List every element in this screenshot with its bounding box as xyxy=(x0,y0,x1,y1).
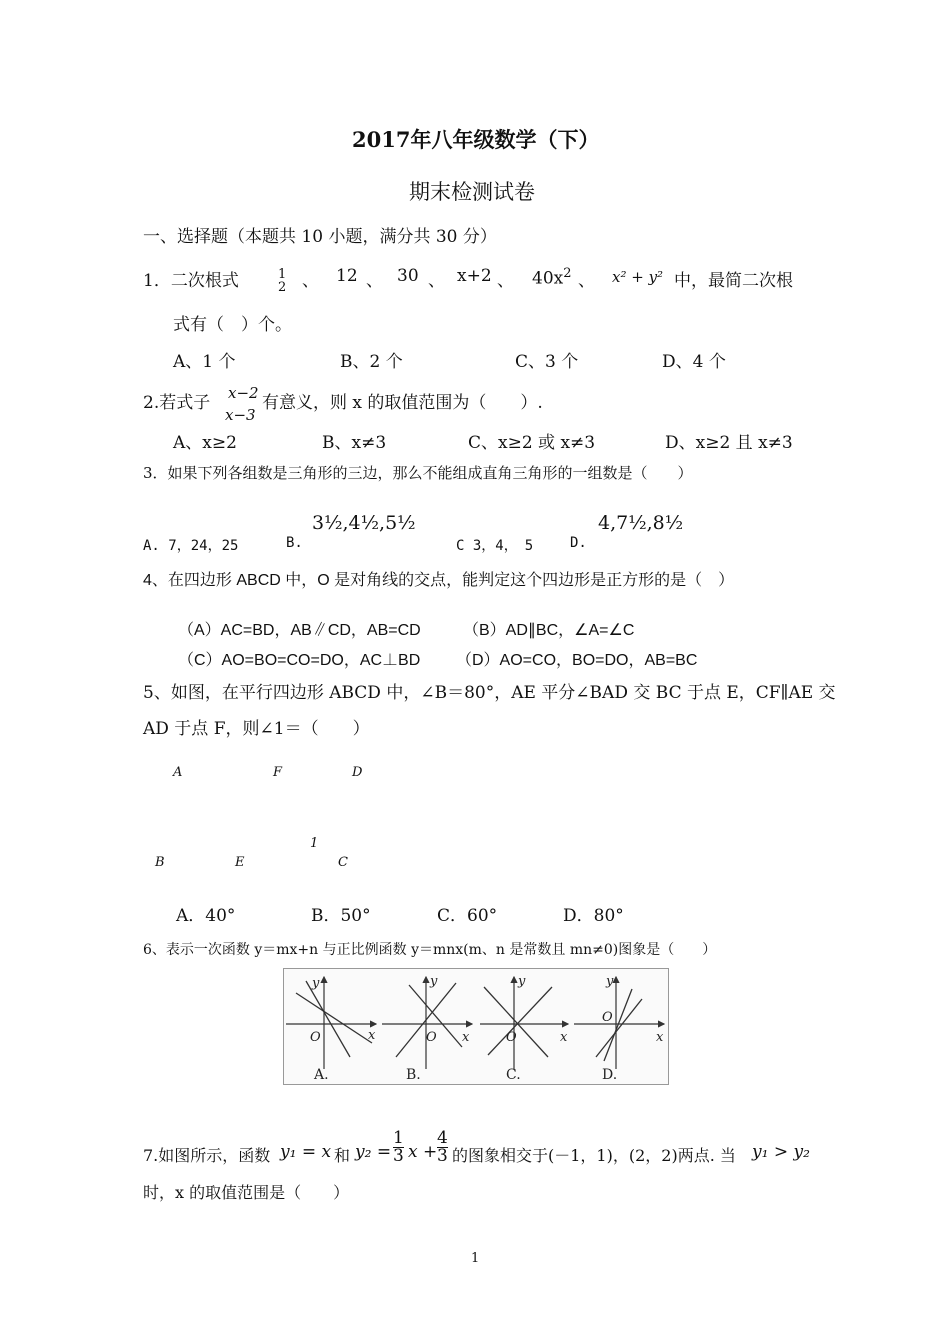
q7-y2: y₂ = xyxy=(355,1142,392,1162)
q1-option-b: B、2 个 xyxy=(340,352,403,372)
q7-y1: y₁ = x xyxy=(280,1142,332,1162)
q1-term-40x-exp: 2 xyxy=(563,266,572,281)
q6-graph-c xyxy=(480,977,568,1069)
q4-option-a: （A）AC=BD，AB∥CD，AB=CD xyxy=(178,622,421,639)
q2-option-a: A、x≥2 xyxy=(173,433,237,453)
q1-term-12: 12 xyxy=(336,266,358,286)
page-number: 1 xyxy=(471,1251,480,1266)
q4-option-b: （B）AD∥BC，∠A=∠C xyxy=(463,622,635,639)
q1-frac xyxy=(278,268,286,294)
section-heading: 一、选择题（本题共 10 小题，满分共 30 分） xyxy=(143,227,497,247)
q6-graphs-svg xyxy=(284,969,668,1084)
q7-frac2-den: 3 xyxy=(437,1146,448,1166)
q1-option-a: A、1 个 xyxy=(173,352,236,372)
q5-label-d: D xyxy=(352,765,363,780)
q6-c-y: y xyxy=(518,974,526,989)
q1-sep-4: 、 xyxy=(497,271,514,291)
q1-sep-1: 、 xyxy=(302,271,319,291)
q2-option-d: D、x≥2 且 x≠3 xyxy=(665,433,793,453)
q1-prefix: 1．二次根式 xyxy=(143,271,239,291)
q6-a-x: x xyxy=(368,1028,376,1043)
q2-option-b: B、x≠3 xyxy=(322,433,387,453)
q5-option-b: B．50° xyxy=(311,906,371,926)
q1-line2: 式有（ ）个。 xyxy=(173,315,292,335)
q6-label-d: D. xyxy=(602,1067,618,1083)
q6-graph-panel xyxy=(283,968,669,1085)
q2-frac-num: x−2 xyxy=(228,384,259,402)
q1-sep-2: 、 xyxy=(366,271,383,291)
q1-sep-5: 、 xyxy=(578,271,595,291)
q1-frac-den: 2 xyxy=(278,280,287,295)
q6-label-c: C. xyxy=(506,1067,521,1083)
q6-text: 6、表示一次函数 y＝mx+n 与正比例函数 y＝mnx(m、n 是常数且 mn≠0)图象是（ ） xyxy=(143,942,717,958)
q5-label-a: A xyxy=(173,765,183,780)
q6-d-y: y xyxy=(606,974,614,989)
q1-suffix: 中，最简二次根 xyxy=(674,271,793,291)
q5-label-b: B xyxy=(155,855,165,870)
q3-option-c: C 3，4， 5 xyxy=(456,538,534,554)
q5-option-c: C．60° xyxy=(437,906,498,926)
q6-label-b: B. xyxy=(406,1067,421,1083)
q1-option-d: D、4 个 xyxy=(662,352,726,372)
q4-option-d: （D）AO=CO，BO=DO，AB=BC xyxy=(456,652,698,669)
q2-suffix: 有意义，则 x 的取值范围为（ ）. xyxy=(262,393,543,413)
page-title: 2017年八年级数学（下） xyxy=(352,127,600,152)
q6-c-x: x xyxy=(560,1030,568,1045)
q3-option-d-label: D. xyxy=(570,535,587,551)
q5-label-1: 1 xyxy=(310,836,319,851)
q7-frac1-den: 3 xyxy=(393,1146,404,1166)
q7-frac1 xyxy=(393,1130,404,1165)
q4-text: 4、在四边形 ABCD 中，O 是对角线的交点，能判定这个四边形是正方形的是（ ） xyxy=(143,572,735,589)
q5-label-e: E xyxy=(235,855,245,870)
q7-frac2 xyxy=(437,1130,448,1165)
q6-b-x: x xyxy=(462,1030,470,1045)
q1-frac-num: 1 xyxy=(278,267,287,282)
q1-term-40x-base: 40x xyxy=(532,268,564,289)
q5-line2: AD 于点 F，则∠1＝（ ） xyxy=(143,719,370,739)
page-subtitle: 期末检测试卷 xyxy=(409,180,535,204)
q6-a-y: y xyxy=(312,976,320,991)
q7-and: 和 xyxy=(334,1146,351,1165)
q5-option-d: D．80° xyxy=(563,906,624,926)
q6-b-y: y xyxy=(430,974,438,989)
q5-label-c: C xyxy=(338,855,348,870)
q1-term-x2y2: x² + y² xyxy=(612,268,664,286)
q3-option-b-expr: 3½,4½,5½ xyxy=(312,512,416,534)
q7-cmp: y₁ > y₂ xyxy=(752,1142,810,1162)
q6-d-o: O xyxy=(602,1010,613,1025)
q7-frac2-num: 4 xyxy=(437,1128,448,1148)
q3-option-a: A. 7，24，25 xyxy=(143,538,239,554)
q4-option-c: （C）AO=BO=CO=DO，AC⊥BD xyxy=(178,652,421,669)
q6-a-o: O xyxy=(310,1030,321,1045)
q7-frac1-num: 1 xyxy=(393,1128,404,1148)
q7-mid: x + xyxy=(408,1142,438,1162)
q1-sep-3: 、 xyxy=(428,271,445,291)
q6-c-o: O xyxy=(506,1030,517,1045)
q2-prefix: 2.若式子 xyxy=(143,393,211,413)
q2-frac-den: x−3 xyxy=(225,406,256,424)
q6-d-x: x xyxy=(656,1030,664,1045)
q7-suffix: 的图象相交于(－1，1)，(2，2)两点. 当 xyxy=(452,1146,736,1165)
q5-option-a: A．40° xyxy=(176,906,236,926)
q6-graph-a xyxy=(286,977,376,1069)
q3-option-b-label: B. xyxy=(286,535,303,551)
q6-graph-d xyxy=(574,977,664,1069)
q1-option-c: C、3 个 xyxy=(515,352,579,372)
q1-term-30: 30 xyxy=(397,266,419,286)
q1-term-x2: x+2 xyxy=(457,266,492,286)
q6-graph-b xyxy=(382,977,472,1069)
q6-b-o: O xyxy=(426,1030,437,1045)
q6-label-a: A. xyxy=(314,1067,329,1083)
q2-option-c: C、x≥2 或 x≠3 xyxy=(468,433,596,453)
q3-text: 3．如果下列各组数是三角形的三边，那么不能组成直角三角形的一组数是（ ） xyxy=(143,464,693,482)
q1-term-40x xyxy=(532,266,572,289)
q3-option-d-expr: 4,7½,8½ xyxy=(598,512,684,534)
q5-label-f: F xyxy=(273,765,283,780)
q7-prefix: 7.如图所示，函数 xyxy=(143,1146,271,1165)
q7-line2: 时，x 的取值范围是（ ） xyxy=(143,1183,350,1202)
q5-line1: 5、如图，在平行四边形 ABCD 中，∠B＝80°，AE 平分∠BAD 交 BC 于点 E，CF∥AE 交 xyxy=(143,683,836,703)
